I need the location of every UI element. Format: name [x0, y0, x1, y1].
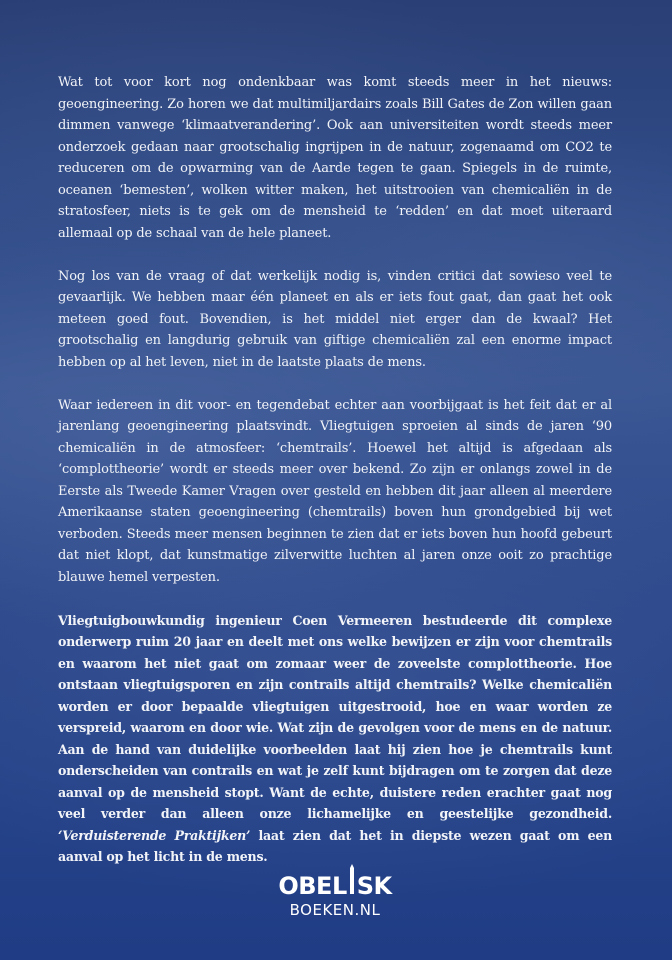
publisher-logo-text-right: SK: [356, 872, 392, 900]
blurb-paragraph-3: Waar iedereen in dit voor- en tegendebat echter aan voorbijgaat is het feit dat er al jarenlang geoengineering plaatsvindt. Vliegtuigen sproeien al sinds de jaren ‘90 chemicaliën in de atmosfeer: ‘chemtrails’. Hoewel het altijd is afgedaan als ‘complottheorie’ wordt er steeds meer over bekend. Zo zijn er onlangs zowel in de Eerste als Tweede Kamer Vragen over gesteld en hebben dit jaar alleen al meerdere Amerikaanse staten geoengineering (chemtrails) boven hun grondgebied bij wet verboden. Steeds meer mensen beginnen te zien dat er iets boven hun hoofd gebeurt dat niet klopt, dat kunstmatige zilverwitte luchten al jaren onze ooit zo prachtige blauwe hemel verpesten.: [58, 397, 612, 585]
publisher-logo-wordmark: [270, 864, 400, 900]
obelisk-icon: [348, 864, 356, 900]
publisher-logo: [270, 864, 400, 919]
publisher-logo-domain: BOEKEN.NL: [289, 901, 381, 919]
blurb-paragraph-1: Wat tot voor kort nog ondenkbaar was komt steeds meer in het nieuws: geoengineering. Zo horen we dat multimiljardairs zoals Bill Gates de Zon willen gaan dimmen vanwege ‘klimaatverandering’. Ook aan universiteiten wordt steeds meer onderzoek gedaan naar grootschalig ingrijpen in de natuur, zogenaamd om CO2 te reduceren om de opwarming van de Aarde tegen te gaan. Spiegels in de ruimte, oceanen ‘bemesten’, wolken witter maken, het uitstrooien van chemicaliën in de stratosfeer, niets is te gek om de mensheid te ‘redden’ en dat moet uiteraard allemaal op de schaal van de hele planeet.: [58, 75, 612, 241]
blurb-paragraph-4: [58, 610, 612, 868]
blurb-paragraph-4-intro: Vliegtuigbouwkundig ingenieur Coen Vermeeren bestudeerde dit complexe onderwerp ruim 20 jaar en deelt met ons welke bewijzen er zijn voor chemtrails en waarom het niet gaat om zomaar weer de zoveelste complottheorie. Hoe ontstaan vliegtuigsporen en zijn contrails altijd chemtrails? Welke chemicaliën worden er door bepaalde vliegtuigen uitgestrooid, hoe en waar worden ze verspreid, waarom en door wie. Wat zijn de gevolgen voor de mens en de natuur. Aan de hand van duidelijke voorbeelden laat hij zien hoe je chemtrails kunt onderscheiden van contrails en wat je zelf kunt bijdragen om te zorgen dat deze aanval op de mensheid stopt. Want de echte, duistere reden erachter gaat nog veel verder dan alleen onze lichamelijke en geestelijke gezondheid.: [58, 612, 612, 821]
book-title-mention: ‘Verduisterende Praktijken’: [58, 827, 251, 843]
blurb-paragraph-4-closing: laat zien dat het in diepste wezen gaat om een aanval op het licht in de mens.: [58, 827, 613, 864]
publisher-logo-text-left: OBEL: [278, 872, 347, 900]
blurb-text: [58, 72, 612, 889]
blurb-paragraph-2: Nog los van de vraag of dat werkelijk nodig is, vinden critici dat sowieso veel te gevaarlijk. We hebben maar één planeet en als er iets fout gaat, dan gaat het ook meteen goed fout. Bovendien, is het middel niet erger dan de kwaal? Het grootschalig en langdurig gebruik van giftige chemicaliën zal een enorme impact hebben op al het leven, niet in de laatste plaats de mens.: [58, 268, 612, 370]
